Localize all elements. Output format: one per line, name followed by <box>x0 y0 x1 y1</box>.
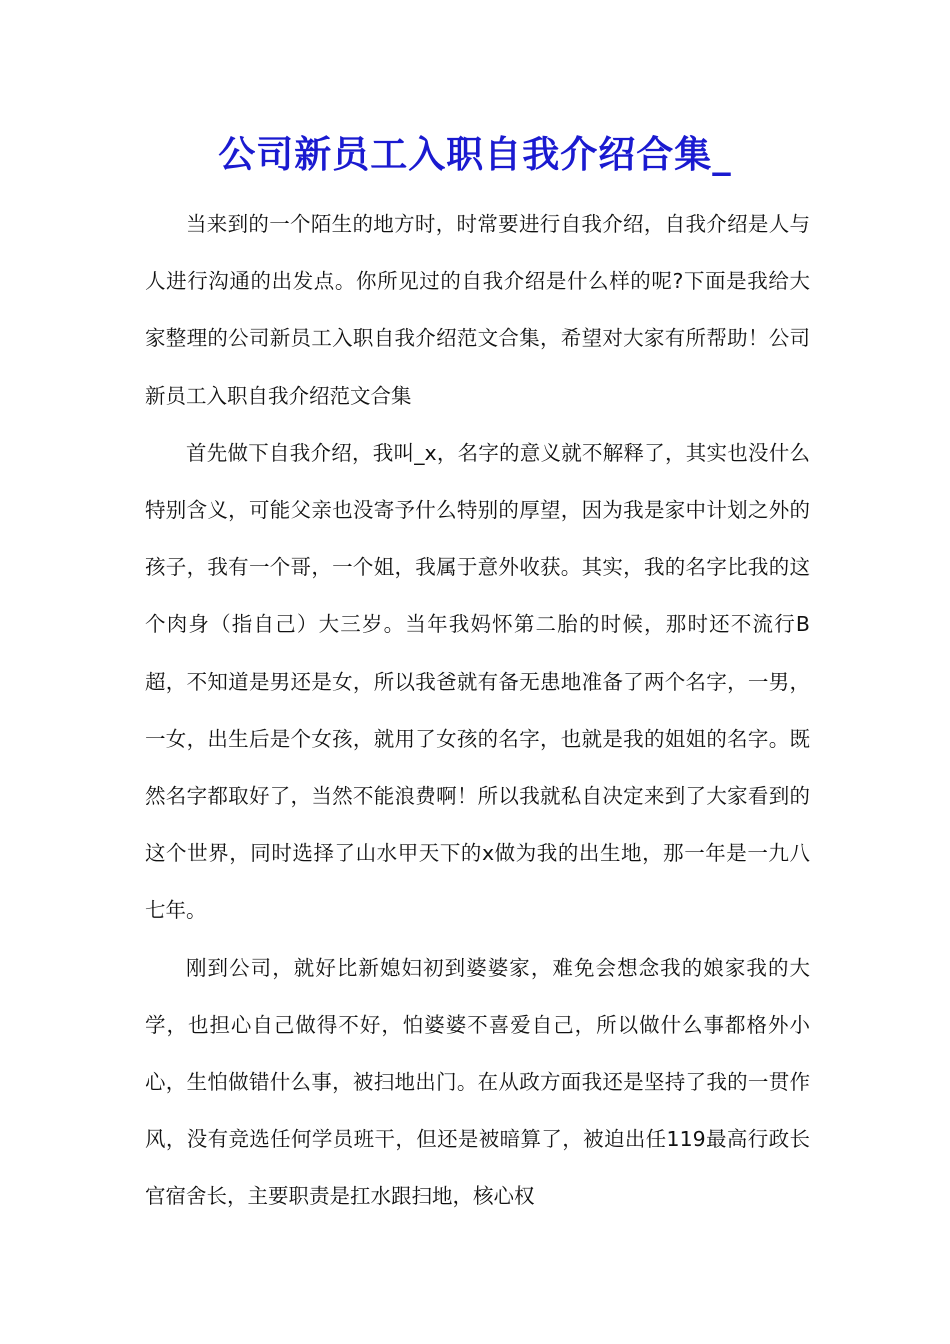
document-body <box>145 196 810 1226</box>
paragraph-company-arrival: 刚到公司，就好比新媳妇初到婆婆家，难免会想念我的娘家我的大学，也担心自己做得不好，怕婆婆不喜爱自己，所以做什么事都格外小心，生怕做错什么事，被扫地出门。在从政方面我还是坚持了我的一贯作风，没有竞选任何学员班干，但还是被暗算了，被迫出任119最高行政长官宿舍长，主要职责是扛水跟扫地，核心权 <box>145 955 810 1209</box>
paragraph-intro: 当来到的一个陌生的地方时，时常要进行自我介绍，自我介绍是人与人进行沟通的出发点。你所见过的自我介绍是什么样的呢?下面是我给大家整理的公司新员工入职自我介绍范文合集，希望对大家有所帮助！公司新员工入职自我介绍范文合集 <box>145 212 810 408</box>
document-title: 公司新员工入职自我介绍合集_ <box>218 132 732 176</box>
paragraph-self-introduction: 首先做下自我介绍，我叫_x，名字的意义就不解释了，其实也没什么特别含义，可能父亲也没寄予什么特别的厚望，因为我是家中计划之外的孩子，我有一个哥，一个姐，我属于意外收获。其实，我的名字比我的这个肉身（指自己）大三岁。当年我妈怀第二胎的时候，那时还不流行B超，不知道是男还是女，所以我爸就有备无患地准备了两个名字，一男，一女，出生后是个女孩，就用了女孩的名字，也就是我的姐姐的名字。既然名字都取好了，当然不能浪费啊！所以我就私自决定来到了大家看到的这个世界，同时选择了山水甲天下的x做为我的出生地，那一年是一九八七年。 <box>145 440 810 923</box>
